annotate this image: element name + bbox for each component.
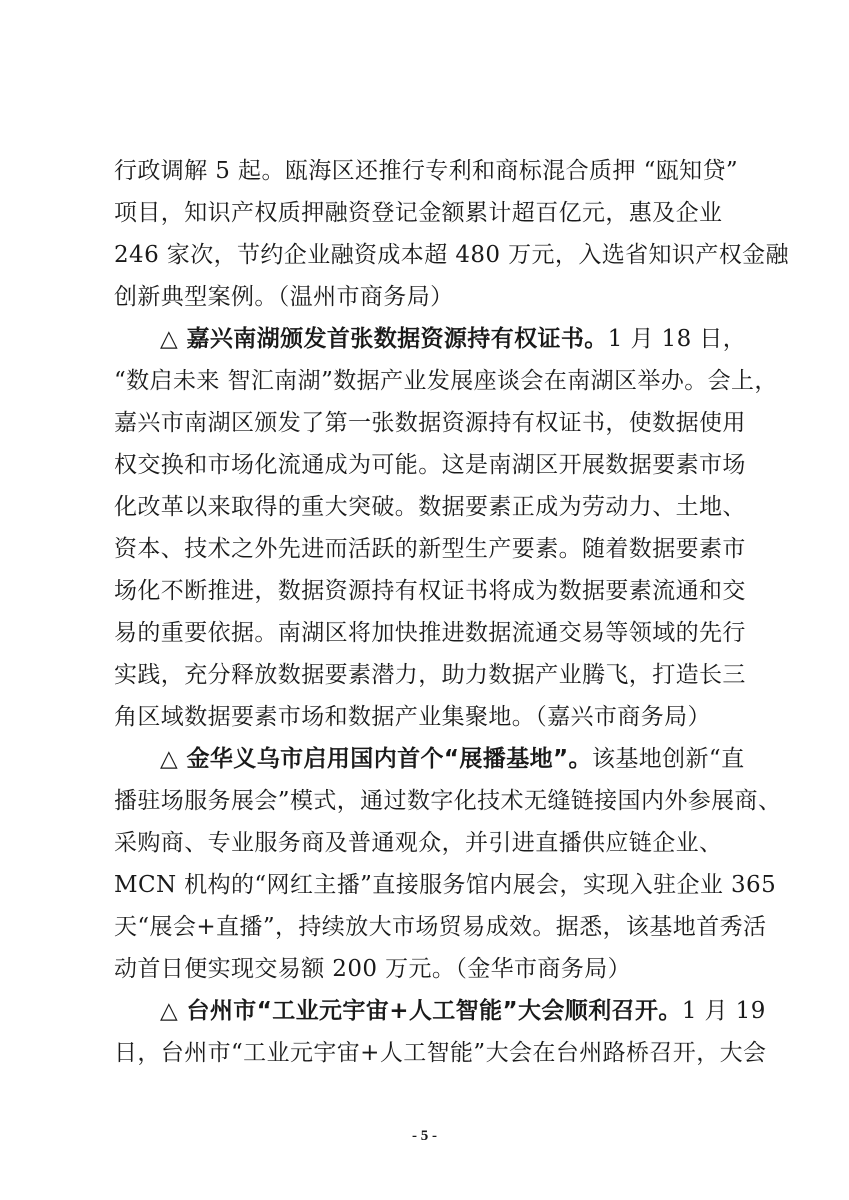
paragraph-first-line — [114, 990, 766, 1032]
paragraph-line: 项目，知识产权质押融资登记金额累计超百亿元，惠及企业 — [114, 200, 723, 226]
paragraph-heading: △ 金华义乌市启用国内首个“展播基地”。 — [160, 746, 592, 772]
body-text — [114, 150, 789, 1074]
paragraph-first-line — [114, 318, 754, 360]
paragraph-line: 实践，充分释放数据要素潜力，助力数据产业腾飞，打造长三 — [114, 662, 746, 688]
paragraph-line: 日，台州市“工业元宇宙+人工智能”大会在台州路桥召开，大会 — [114, 1040, 767, 1066]
paragraph-line: 行政调解 5 起。瓯海区还推行专利和商标混合质押 “瓯知贷” — [114, 158, 739, 184]
paragraph-heading-rest: 该基地创新“直 — [591, 746, 745, 772]
paragraph-line: 资本、技术之外先进而活跃的新型生产要素。随着数据要素市 — [114, 536, 746, 562]
paragraph-line: 创新典型案例。（温州市商务局） — [114, 284, 454, 310]
page-number: - 5 - — [412, 1128, 437, 1144]
paragraph-first-line — [114, 738, 754, 780]
paragraph-line: 嘉兴市南湖区颁发了第一张数据资源持有权证书，使数据使用 — [114, 410, 746, 436]
paragraph-line: 播驻场服务展会”模式，通过数字化技术无缝链接国内外参展商、 — [114, 788, 782, 814]
paragraph-heading-rest: 1 月 19 — [681, 998, 766, 1024]
paragraph-line: “数启未来 智汇南湖”数据产业发展座谈会在南湖区举办。会上， — [114, 368, 778, 394]
paragraph-heading: △ 嘉兴南湖颁发首张数据资源持有权证书。 — [160, 326, 608, 352]
paragraph-line: 场化不断推进，数据资源持有权证书将成为数据要素流通和交 — [114, 578, 746, 604]
paragraph-line: 采购商、专业服务商及普通观众，并引进直播供应链企业、 — [114, 830, 723, 856]
paragraph-line: 易的重要依据。南湖区将加快推进数据流通交易等领域的先行 — [114, 620, 746, 646]
paragraph-line: 天“展会+直播”，持续放大市场贸易成效。据悉，该基地首秀活 — [114, 914, 767, 940]
paragraph-line: 246 家次，节约企业融资成本超 480 万元，入选省知识产权金融 — [114, 242, 789, 268]
paragraph-line: 角区域数据要素市场和数据产业集聚地。（嘉兴市商务局） — [114, 704, 711, 730]
paragraph-heading-rest: 1 月 18 日， — [607, 326, 747, 352]
paragraph-line: MCN 机构的“网红主播”直接服务馆内展会，实现入驻企业 365 — [114, 872, 777, 898]
paragraph-line: 动首日便实现交易额 200 万元。（金华市商务局） — [114, 956, 632, 982]
paragraph-line: 权交换和市场化流通成为可能。这是南湖区开展数据要素市场 — [114, 452, 746, 478]
paragraph-line: 化改革以来取得的重大突破。数据要素正成为劳动力、土地、 — [114, 494, 746, 520]
paragraph-heading: △ 台州市“工业元宇宙+人工智能”大会顺利召开。 — [160, 998, 682, 1024]
